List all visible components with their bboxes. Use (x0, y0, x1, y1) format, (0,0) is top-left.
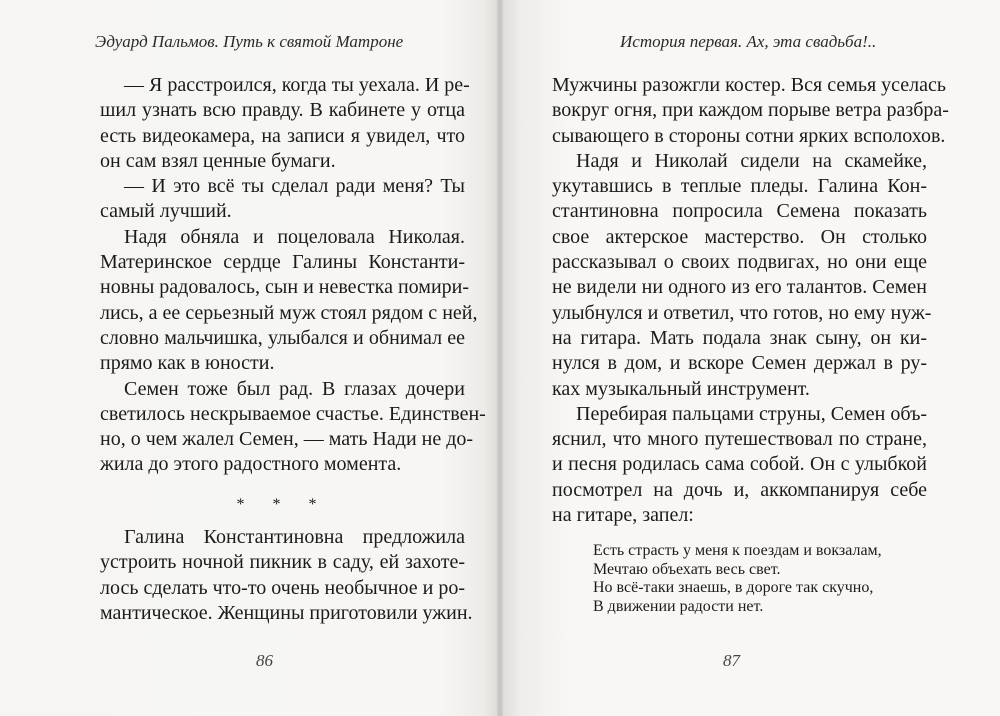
right-running-header: История первая. Ах, эта свадьба!.. (620, 32, 877, 51)
text-line: Надя обняла и поцеловала Николая. (124, 225, 465, 248)
text-line: Перебирая пальцами струны, Семен объ- (576, 402, 928, 425)
text-line: Семен тоже был рад. В глазах дочери (124, 377, 465, 400)
verse-line: Мечтаю объехать весь свет. (593, 560, 781, 578)
text-line: светилось нескрываемое счастье. Единствен- (100, 402, 486, 425)
text-line: словно мальчишка, улыбался и обнимал ее (100, 326, 465, 349)
text-line: на гитара. Мать подала знак сыну, он ки- (552, 326, 927, 349)
text-line: вокруг огня, при каждом порыве ветра разбра- (552, 99, 949, 122)
left-running-header: Эдуард Пальмов. Путь к святой Матроне (95, 32, 404, 51)
right-page-text (552, 73, 949, 528)
text-line: рассказывал о своих подвигах, но они еще (552, 251, 927, 274)
text-line: новны радовалось, сын и невестка помири- (100, 276, 470, 299)
section-separator: * * * (236, 495, 329, 513)
verse-line: В движении радости нет. (593, 598, 764, 616)
text-line: Мужчины разожгли костер. Вся семья уселась (552, 74, 947, 96)
text-line: но, о чем жалел Семен, — мать Нади не до- (100, 428, 474, 451)
right-page (500, 0, 1000, 716)
text-line: стантиновна попросила Семена показать (552, 200, 927, 223)
text-line: посмотрел на дочь и, аккомпанируя себе (552, 478, 927, 501)
text-line: лось сделать что-то очень необычное и ро- (100, 576, 465, 599)
verse-line: Есть страсть у меня к поездам и вокзалам, (593, 542, 882, 559)
text-line: мантическое. Женщины приготовили ужин. (100, 601, 473, 624)
text-line: ках музыкальный инструмент. (552, 377, 810, 400)
text-line: яснил, что много путешествовал по стране, (552, 428, 927, 451)
text-line: нулся в дом, и вскоре Семен держал в ру- (552, 352, 927, 375)
text-line: жила до этого радостного момента. (100, 453, 402, 476)
text-line: шил узнать всю правду. В кабинете у отца (100, 99, 465, 122)
text-line: и песня родилась сама собой. Он с улыбкой (552, 453, 927, 476)
text-line: свое актерское мастерство. Он столько (552, 225, 927, 248)
text-line: на гитаре, запел: (552, 504, 694, 527)
left-page-number: 86 (256, 651, 273, 670)
text-line: укутавшись в теплые пледы. Галина Кон- (552, 175, 927, 198)
text-line: Галина Константиновна предложила (124, 526, 465, 549)
text-line: самый лучший. (100, 200, 232, 223)
song-verse (593, 542, 882, 617)
text-line: есть видеокамера, на записи я увидел, что (100, 124, 465, 147)
text-line: лись, а ее серьезный муж стоял рядом с ней, (100, 301, 478, 324)
text-line: Надя и Николай сидели на скамейке, (576, 149, 927, 172)
text-line: не видели ни одного из его талантов. Семен (552, 276, 927, 299)
right-page-number: 87 (723, 651, 740, 670)
text-line: сывающего в стороны сотни ярких всполохов. (552, 124, 946, 147)
text-line: устроить ночной пикник в саду, ей захоте- (100, 551, 465, 574)
text-line: он сам взял ценные бумаги. (100, 149, 336, 172)
text-line: — Я расстроился, когда ты уехала. И ре- (124, 74, 470, 96)
text-line: Материнское сердце Галины Константи- (100, 251, 465, 274)
text-line: — И это всё ты сделал ради меня? Ты (124, 175, 465, 198)
book-gutter (497, 0, 503, 716)
text-line: улыбнулся и ответил, что готов, но ему нуж- (552, 301, 932, 324)
verse-line: Но всё-таки знаешь, в дороге так скучно, (593, 579, 874, 597)
left-page-text (100, 73, 486, 626)
text-line: прямо как в юности. (100, 352, 275, 375)
